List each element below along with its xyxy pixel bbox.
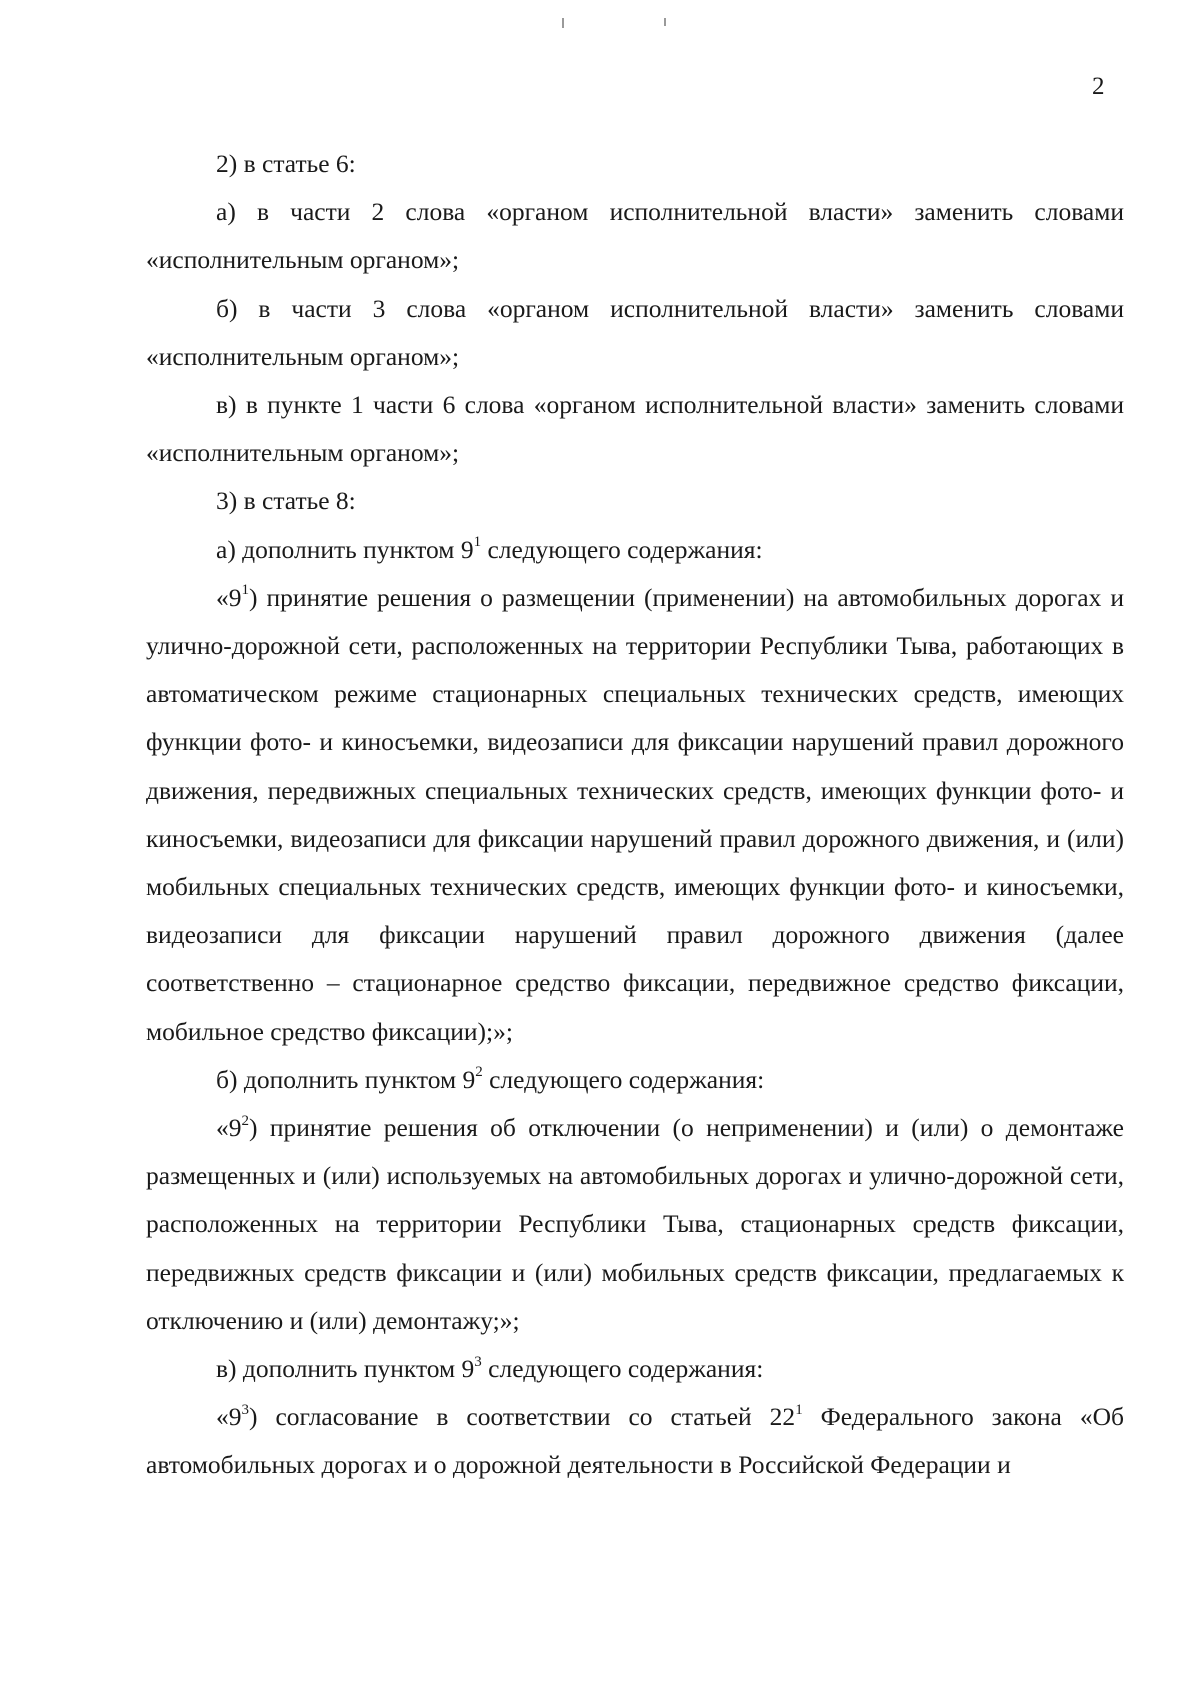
paragraph-p9 <box>146 1104 1124 1345</box>
paragraph-p5 <box>146 477 1124 525</box>
superscript: 1 <box>473 534 482 551</box>
paragraph-p4 <box>146 381 1124 477</box>
paragraph-text: «9 <box>216 1402 242 1432</box>
paragraph-p1 <box>146 140 1124 188</box>
paragraph-text: «9 <box>216 1113 242 1143</box>
superscript: 1 <box>241 582 249 599</box>
scan-mark <box>562 18 564 28</box>
paragraph-text: а) дополнить пунктом 9 <box>216 534 474 564</box>
paragraph-p3 <box>146 285 1124 381</box>
paragraph-text: б) дополнить пунктом 9 <box>216 1064 476 1094</box>
paragraph-text: ) согласование в соответствии со статьей 22 <box>249 1402 796 1432</box>
paragraph-text: следующего содержания: <box>481 534 763 564</box>
paragraph-text: а) в части 2 слова «органом исполнительной власти» заменить словами «исполнительным органом»; <box>146 197 1124 275</box>
superscript: 1 <box>795 1401 803 1418</box>
superscript: 2 <box>475 1064 483 1081</box>
paragraph-text: «9 <box>216 582 242 612</box>
paragraph-p10 <box>146 1345 1124 1393</box>
superscript: 3 <box>241 1401 249 1418</box>
paragraph-text: 3) в статье 8: <box>216 486 356 516</box>
paragraph-p11 <box>146 1393 1124 1489</box>
scan-mark <box>664 18 666 26</box>
paragraph-text: в) дополнить пунктом 9 <box>216 1354 475 1384</box>
paragraph-text: ) принятие решения о размещении (применении) на автомобильных дорогах и улично-дорожной сети, расположенных на территории Республики Тыва, работающих в автоматическом режиме стационарных специальных технических средств, имеющих функции фото- и киносъемки, видеозаписи для фиксации нарушений правил дорожного движения, передвижных специальных технических средств, имеющих функции фото- и киносъемки, видеозаписи для фиксации нарушений правил дорожного движения, и (или) мобильных специальных технических средств, имеющих функции фото- и киносъемки, видеозаписи для фиксации нарушений правил дорожного движения (далее соответственно – стационарное средство фиксации, передвижное средство фиксации, мобильное средство фиксации);»; <box>146 582 1124 1046</box>
paragraph-text: Федерального закона «Об автомобильных дорогах и о дорожной деятельности в Российской Федерации и <box>146 1402 1124 1480</box>
paragraph-text: 2) в статье 6: <box>216 149 356 178</box>
paragraph-text: следующего содержания: <box>481 1354 764 1384</box>
paragraph-p7 <box>146 574 1124 1056</box>
page-number: 2 <box>1092 73 1105 100</box>
superscript: 3 <box>474 1353 482 1370</box>
paragraph-text: б) в части 3 слова «органом исполнительной власти» заменить словами «исполнительным органом»; <box>146 293 1124 371</box>
paragraph-p8 <box>146 1056 1124 1104</box>
document-body <box>146 140 1124 1490</box>
paragraph-p6 <box>146 526 1124 574</box>
paragraph-text: следующего содержания: <box>482 1064 765 1094</box>
paragraph-text: в) в пункте 1 части 6 слова «органом исполнительной власти» заменить словами «исполнительным органом»; <box>146 390 1124 468</box>
paragraph-text: ) принятие решения об отключении (о неприменении) и (или) о демонтаже размещенных и (или) используемых на автомобильных дорогах и улично-дорожной сети, расположенных на территории Республики Тыва, стационарных средств фиксации, передвижных средств фиксации и (или) мобильных средств фиксации, предлагаемых к отключению и (или) демонтажу;»; <box>146 1113 1124 1335</box>
paragraph-p2 <box>146 188 1124 284</box>
superscript: 2 <box>241 1112 249 1129</box>
